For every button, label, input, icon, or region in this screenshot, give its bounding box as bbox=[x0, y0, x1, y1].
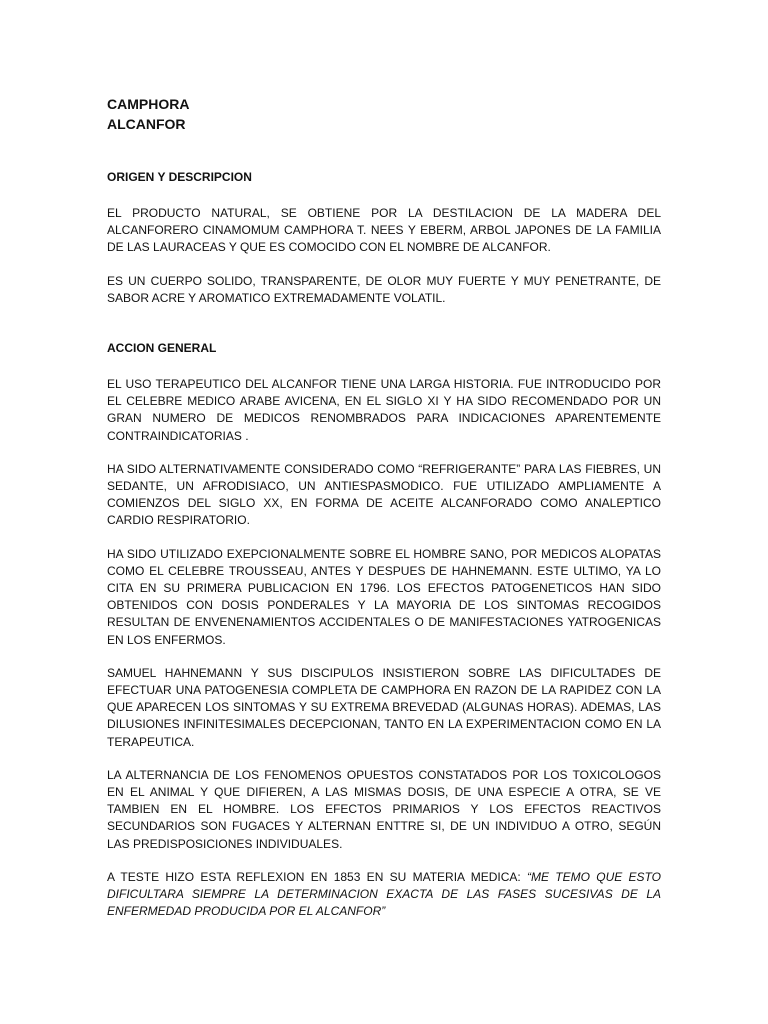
section-heading-origen: ORIGEN Y DESCRIPCION bbox=[107, 170, 252, 184]
section-heading-accion-general: ACCION GENERAL bbox=[107, 341, 217, 356]
paragraph: EL USO TERAPEUTICO DEL ALCANFOR TIENE UNA LARGA HISTORIA. FUE INTRODUCIDO POR EL CELEBRE MEDICO ARABE AVICENA, EN EL SIGLO XI Y HA SIDO RECOMENDADO POR UN GRAN NUMERO DE MEDICOS RENOMBRADOS PARA INDICACIONES APARENTEMENTE CONTRAINDICATORIAS . bbox=[107, 377, 661, 443]
paragraph: HA SIDO UTILIZADO EXEPCIONALMENTE SOBRE EL HOMBRE SANO, POR MEDICOS ALOPATAS COMO EL CELEBRE TROUSSEAU, ANTES Y DESPUES DE HAHNEMANN. ESTE ULTIMO, YA LO CITA EN SU PRIMERA PUBLICACION EN 1796. LOS EFECTOS PATOGENETICOS HAN SIDO OBTENIDOS CON DOSIS PONDERALES Y LA MAYORIA DE LOS SINTOMAS RECOGIDOS RESULTAN DE ENVENENAMIENTOS ACCIDENTALES O DE MANIFESTACIONES YATROGENICAS EN LOS ENFERMOS. bbox=[107, 546, 661, 647]
final-paragraph-lead: A TESTE HIZO ESTA REFLEXION EN 1853 EN SU MATERIA MEDICA: bbox=[107, 869, 527, 884]
final-paragraph-quote: “ME TEMO QUE ESTO DIFICULTARA SIEMPRE LA DETERMINACION EXACTA DE LAS FASES SUCESIVAS DE LA ENFERMEDAD PRODUCIDA POR EL ALCANFOR” bbox=[107, 869, 662, 919]
paragraph: ES UN CUERPO SOLIDO, TRANSPARENTE, DE OLOR MUY FUERTE Y MUY PENETRANTE, DE SABOR ACRE Y AROMATICO EXTREMADAMENTE VOLATIL. bbox=[107, 273, 661, 305]
paragraph: HA SIDO ALTERNATIVAMENTE CONSIDERADO COMO “REFRIGERANTE” PARA LAS FIEBRES, UN SEDANTE, UN AFRODISIACO, UN ANTIESPASMODICO. FUE UTILIZADO AMPLIAMENTE A COMIENZOS DEL SIGLO XX, EN FORMA DE ACEITE ALCANFORADO COMO ANALEPTICO CARDIO RESPIRATORIO. bbox=[107, 461, 661, 528]
document-page bbox=[107, 94, 661, 921]
document-title-line-2: ALCANFOR bbox=[107, 116, 186, 132]
paragraph: LA ALTERNANCIA DE LOS FENOMENOS OPUESTOS CONSTATADOS POR LOS TOXICOLOGOS EN EL ANIMAL Y QUE DIFIEREN, A LAS MISMAS DOSIS, DE UNA ESPECIE A OTRA, SE VE TAMBIEN EN EL HOMBRE. LOS EFECTOS PRIMARIOS Y LOS EFECTOS REACTIVOS SECUNDARIOS SON FUGACES Y ALTERNAN ENTTRE SI, DE UN INDIVIDUO A OTRO, SEGÚN LAS PREDISPOSICIONES INDIVIDUALES. bbox=[107, 767, 661, 851]
paragraph: EL PRODUCTO NATURAL, SE OBTIENE POR LA DESTILACION DE LA MADERA DEL ALCANFORERO CINAMOMUM CAMPHORA T. NEES Y EBERM, ARBOL JAPONES DE LA FAMILIA DE LAS LAURACEAS Y QUE ES COMOCIDO CON EL NOMBRE DE ALCANFOR. bbox=[107, 206, 661, 255]
document-title-line-1: CAMPHORA bbox=[107, 96, 190, 112]
final-paragraph bbox=[107, 869, 661, 921]
paragraph: SAMUEL HAHNEMANN Y SUS DISCIPULOS INSISTIERON SOBRE LAS DIFICULTADES DE EFECTUAR UNA PATOGENESIA COMPLETA DE CAMPHORA EN RAZON DE LA RAPIDEZ CON LA QUE APARECEN LOS SINTOMAS Y SU EXTREMA BREVEDAD (ALGUNAS HORAS). ADEMAS, LAS DILUSIONES INFINITESIMALES DECEPCIONAN, TANTO EN LA EXPERIMENTACION COMO EN LA TERAPEUTICA. bbox=[107, 665, 661, 749]
